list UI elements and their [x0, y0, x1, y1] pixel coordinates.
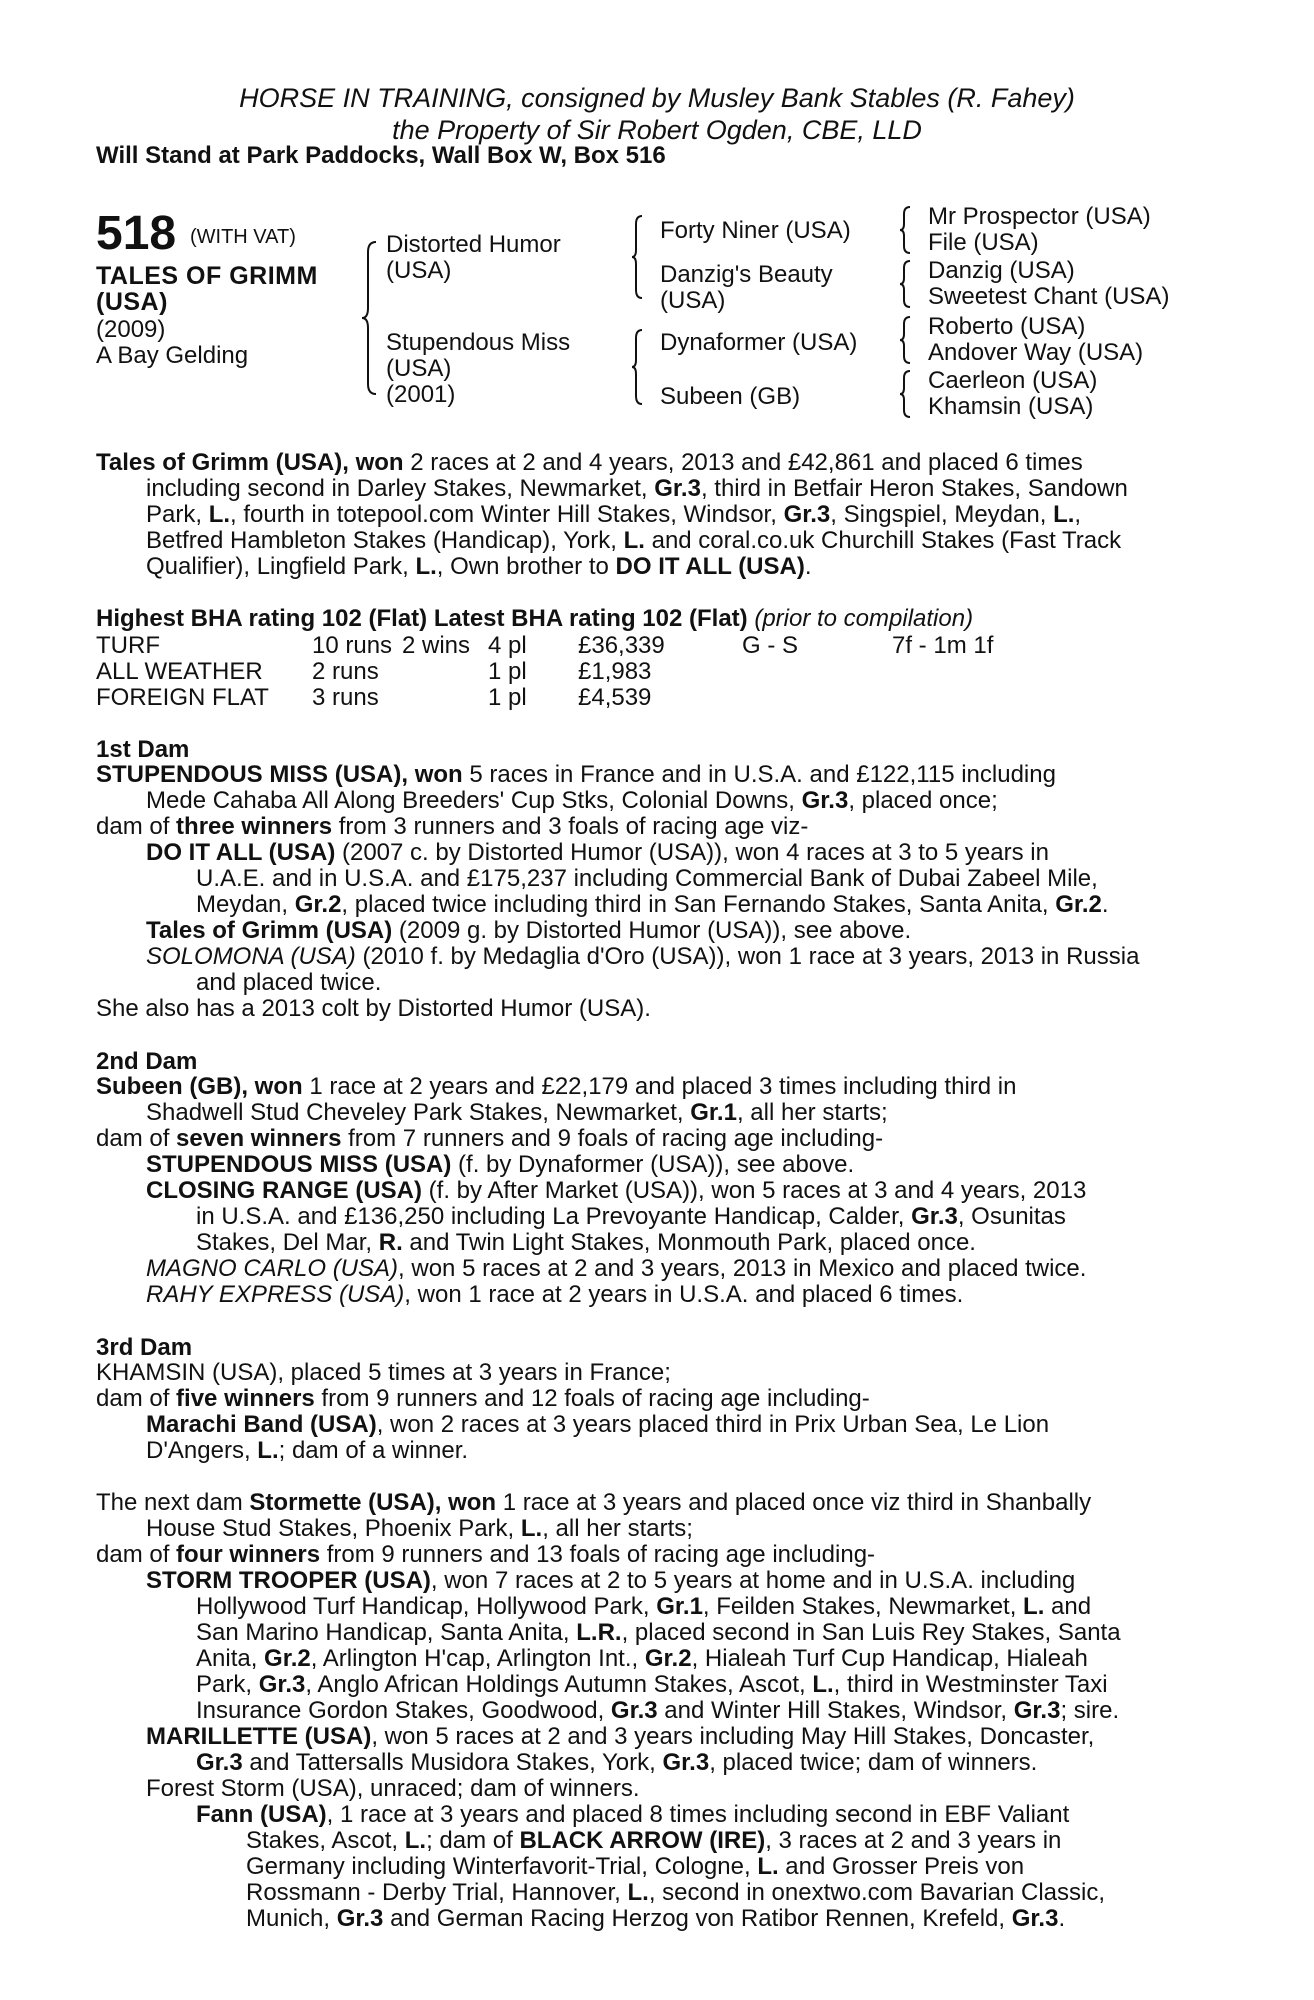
dam-sire: Dynaformer (USA) — [660, 329, 858, 356]
stand-location: Will Stand at Park Paddocks, Wall Box W, Box 516 — [96, 142, 666, 169]
dam1-line: Mede Cahaba All Along Breeders' Cup Stks, Colonial Downs, Gr.3, placed once; — [146, 787, 998, 814]
ped-ssd: File (USA) — [928, 229, 1039, 256]
pedigree-bracket-dd — [898, 368, 914, 420]
dam1-line: STUPENDOUS MISS (USA), won 5 races in France and in U.S.A. and £122,115 including — [96, 761, 1056, 788]
ped-dds: Caerleon (USA) — [928, 367, 1098, 394]
sire-sire: Forty Niner (USA) — [660, 217, 851, 244]
dam1-line: Meydan, Gr.2, placed twice including third in San Fernando Stakes, Santa Anita, Gr.2. — [196, 891, 1109, 918]
summary-line-2: including second in Darley Stakes, Newmarket, Gr.3, third in Betfair Heron Stakes, Sandown — [146, 475, 1128, 502]
dam1-line: DO IT ALL (USA) (2007 c. by Distorted Humor (USA)), won 4 races at 3 to 5 years in — [146, 839, 1049, 866]
dam3-line: D'Angers, L.; dam of a winner. — [146, 1437, 469, 1464]
summary-line-1: Tales of Grimm (USA), won 2 races at 2 and 4 years, 2013 and £42,861 and placed 6 times — [96, 449, 1083, 476]
dam-dam: Subeen (GB) — [660, 383, 801, 410]
lot-number: 518 — [96, 207, 177, 260]
foaling-year: (2009) — [96, 316, 166, 343]
next-dam-line: Gr.3 and Tattersalls Musidora Stakes, York, Gr.3, placed twice; dam of winners. — [196, 1749, 1038, 1776]
dam3-line: dam of five winners from 9 runners and 12 foals of racing age including- — [96, 1385, 870, 1412]
first-dam-heading: 1st Dam — [96, 736, 190, 763]
ped-dsd: Andover Way (USA) — [928, 339, 1144, 366]
pedigree-bracket-ds — [898, 314, 914, 366]
next-dam-line: STORM TROOPER (USA), won 7 races at 2 to 5 years at home and in U.S.A. including — [146, 1567, 1076, 1594]
next-dam-line: Rossmann - Derby Trial, Hannover, L., second in onextwo.com Bavarian Classic, — [246, 1879, 1106, 1906]
next-dam-line: Stakes, Ascot, L.; dam of BLACK ARROW (IRE), 3 races at 2 and 3 years in — [246, 1827, 1062, 1854]
dam2-line: CLOSING RANGE (USA) (f. by After Market (USA)), won 5 races at 3 and 4 years, 2013 — [146, 1177, 1087, 1204]
dam3-line: KHAMSIN (USA), placed 5 times at 3 years in France; — [96, 1359, 671, 1386]
next-dam-line: Hollywood Turf Handicap, Hollywood Park, Gr.1, Feilden Stakes, Newmarket, L. and — [196, 1593, 1092, 1620]
dam1-line: She also has a 2013 colt by Distorted Humor (USA). — [96, 995, 651, 1022]
sire-dam: Danzig's Beauty (USA) — [660, 261, 833, 314]
next-dam-line: Munich, Gr.3 and German Racing Herzog von Ratibor Rennen, Krefeld, Gr.3. — [246, 1905, 1066, 1932]
dam1-line: U.A.E. and in U.S.A. and £175,237 including Commercial Bank of Dubai Zabeel Mile, — [196, 865, 1098, 892]
dam2-line: Stakes, Del Mar, R. and Twin Light Stakes, Monmouth Park, placed once. — [196, 1229, 976, 1256]
next-dam-line: dam of four winners from 9 runners and 13 foals of racing age including- — [96, 1541, 876, 1568]
dam1-line: dam of three winners from 3 runners and 3 foals of racing age viz- — [96, 813, 809, 840]
ped-dss: Roberto (USA) — [928, 313, 1086, 340]
dam1-line: Tales of Grimm (USA) (2009 g. by Distorted Humor (USA)), see above. — [146, 917, 912, 944]
ped-sds: Danzig (USA) — [928, 257, 1075, 284]
pedigree-bracket-dam — [630, 326, 646, 408]
next-dam-line: San Marino Handicap, Santa Anita, L.R., placed second in San Luis Rey Stakes, Santa — [196, 1619, 1121, 1646]
second-dam-heading: 2nd Dam — [96, 1048, 198, 1075]
horse-description: A Bay Gelding — [96, 342, 249, 369]
pedigree-bracket-ss — [898, 204, 914, 256]
vat-note: (WITH VAT) — [190, 226, 296, 248]
summary-line-5: Qualifier), Lingfield Park, L., Own brother to DO IT ALL (USA). — [146, 553, 812, 580]
horse-country: (USA) — [96, 288, 168, 316]
pedigree-bracket-main — [360, 238, 380, 398]
next-dam-line: Park, Gr.3, Anglo African Holdings Autumn Stakes, Ascot, L., third in Westminster Taxi — [196, 1671, 1108, 1698]
ped-sss: Mr Prospector (USA) — [928, 203, 1151, 230]
next-dam-line: MARILLETTE (USA), won 5 races at 2 and 3 years including May Hill Stakes, Doncaster, — [146, 1723, 1095, 1750]
next-dam-line: Germany including Winterfavorit-Trial, Cologne, L. and Grosser Preis von — [246, 1853, 1025, 1880]
dam-name: Stupendous Miss (USA) (2001) — [386, 329, 571, 408]
dam1-line: SOLOMONA (USA) (2010 f. by Medaglia d'Oro (USA)), won 1 race at 3 years, 2013 in Russia — [146, 943, 1140, 970]
next-dam-line: Forest Storm (USA), unraced; dam of winners. — [146, 1775, 640, 1802]
bha-rating: Highest BHA rating 102 (Flat) Latest BHA rating 102 (Flat) (prior to compilation) — [96, 605, 974, 632]
next-dam-line: The next dam Stormette (USA), won 1 race at 3 years and placed once viz third in Shanbally — [96, 1489, 1092, 1516]
dam3-line: Marachi Band (USA), won 2 races at 3 years placed third in Prix Urban Sea, Le Lion — [146, 1411, 1050, 1438]
ped-sdd: Sweetest Chant (USA) — [928, 283, 1170, 310]
dam2-line: RAHY EXPRESS (USA), won 1 race at 2 years in U.S.A. and placed 6 times. — [146, 1281, 964, 1308]
next-dam-line: House Stud Stakes, Phoenix Park, L., all her starts; — [146, 1515, 693, 1542]
property-line: the Property of Sir Robert Ogden, CBE, LLD — [392, 115, 922, 145]
dam2-line: Subeen (GB), won 1 race at 2 years and £22,179 and placed 3 times including third in — [96, 1073, 1017, 1100]
next-dam-line: Anita, Gr.2, Arlington H'cap, Arlington Int., Gr.2, Hialeah Turf Cup Handicap, Hialeah — [196, 1645, 1088, 1672]
horse-name: TALES OF GRIMM — [96, 262, 318, 290]
next-dam-line: Insurance Gordon Stakes, Goodwood, Gr.3 and Winter Hill Stakes, Windsor, Gr.3; sire. — [196, 1697, 1120, 1724]
dam2-line: in U.S.A. and £136,250 including La Prevoyante Handicap, Calder, Gr.3, Osunitas — [196, 1203, 1066, 1230]
summary-line-3: Park, L., fourth in totepool.com Winter Hill Stakes, Windsor, Gr.3, Singspiel, Meydan, L., — [146, 501, 1082, 528]
pedigree-bracket-sire — [630, 212, 646, 302]
pedigree-bracket-sd — [898, 258, 914, 310]
consignment-line: HORSE IN TRAINING, consigned by Musley Bank Stables (R. Fahey) — [239, 83, 1075, 113]
catalogue-page: HORSE IN TRAINING, consigned by Musley Bank Stables (R. Fahey) the Property of Sir Robert Ogden, CBE, LLD Will Stand at Park Paddocks, Wall Box W, Box 516 518 (WITH VAT) TALES OF GRIMM (USA) (2009) A Bay Gelding Distorted Humor (USA) Stupendous Miss (USA) (2001) Forty Niner (USA) Danzig's Beauty (USA) Dynaformer (USA) Subeen (GB) Mr Prospector (USA) File (USA) Danzig (USA) Sweetest Chant (USA) Roberto (USA) Andover Way (USA) Caerleon (USA) Khamsin (USA) Tales of Grimm (USA), won 2 races at 2 and 4 years, 2013 and £42,861 and placed 6 times including second in Darley Stakes, Newmarket, Gr.3, third in Betfair Heron Stakes, Sandown Park, L., fourth in totepool.com Winter Hill Stakes, Windsor, Gr.3, Singspiel, Meydan, L., Betfred Hambleton Stakes (Handicap), York, L. and coral.co.uk Churchill Stakes (Fast Track Qualifier), Lingfield Park, L., Own brother to DO IT ALL (USA). Highest BHA rating 102 (Flat) Latest BHA rating 102 (Flat) (prior to compilation) TURF 10 runs 2 wins 4 pl £36,339 G - S 7f - 1m 1f ALL WEATHER 2 runs 1 pl £1,983 FOREIGN FLAT 3 runs 1 pl £4,539 1st Dam STUPENDOUS MISS (USA), won 5 races in France and in U.S.A. and £122,115 including Mede Cahaba All Along Breeders' Cup Stks, Colonial Downs, Gr.3, placed once; dam of three winners from 3 runners and 3 foals of racing age viz- DO IT ALL (USA) (2007 c. by Distorted Humor (USA)), won 4 races at 3 to 5 years in U.A.E. and in U.S.A. and £175,237 including Commercial Bank of Dubai Zabeel Mile, Meydan, Gr.2, placed twice including third in San Fernando Stakes, Santa Anita, Gr.2. Tales of Grimm (USA) (2009 g. by Distorted Humor (USA)), see above. SOLOMONA (USA) (2010 f. by Medaglia d'Oro (USA)), won 1 race at 3 years, 2013 in Russia and placed twice. She also has a 2013 colt by Distorted Humor (USA). 2nd Dam Subeen (GB), won 1 race at 2 years and £22,179 and placed 3 times including third in Shadwell Stud Cheveley Park Stakes, Newmarket, Gr.1, all her starts; dam of seven winners from 7 runners and 9 foals of racing age including- STUPENDOUS MISS (USA) (f. by Dynaformer (USA)), see above. CLOSING RANGE (USA) (f. by After Market (USA)), won 5 races at 3 and 4 years, 2013 in U.S.A. and £136,250 including La Prevoyante Handicap, Calder, Gr.3, Osunitas Stakes, Del Mar, R. and Twin Light Stakes, Monmouth Park, placed once. MAGNO CARLO (USA), won 5 races at 2 and 3 years, 2013 in Mexico and placed twice. RAHY EXPRESS (USA), won 1 race at 2 years in U.S.A. and placed 6 times. 3rd Dam KHAMSIN (USA), placed 5 times at 3 years in France; dam of five winners from 9 runners and 12 foals of racing age including- Marachi Band (USA), won 2 races at 3 years placed third in Prix Urban Sea, Le Lion D'Angers, L.; dam of a winner. The next dam Stormette (USA), won 1 race at 3 years and placed once viz third in Shanbally House Stud Stakes, Phoenix Park, L., all her starts; dam of four winners from 9 runners and 13 foals of racing age including- STORM TROOPER (USA), won 7 races at 2 to 5 years at home and in U.S.A. including Hollywood Turf Handicap, Hollywood Park, Gr.1, Feilden Stakes, Newmarket, L. and San Marino Handicap, Santa Anita, L.R., placed second in San Luis Rey Stakes, Santa Anita, Gr.2, Arlington H'cap, Arlington Int., Gr.2, Hialeah Turf Cup Handicap, Hialeah Park, Gr.3, Anglo African Holdings Autumn Stakes, Ascot, L., third in Westminster Taxi Insurance Gordon Stakes, Goodwood, Gr.3 and Winter Hill Stakes, Windsor, Gr.3; sire. MARILLETTE (USA), won 5 races at 2 and 3 years including May Hill Stakes, Doncaster, Gr.3 and Tattersalls Musidora Stakes, York, Gr.3, placed twice; dam of winners. Forest Storm (USA), unraced; dam of winners. Fann (USA), 1 race at 3 years and placed 8 times including second in EBF Valiant Stakes, Ascot, L.; dam of BLACK ARROW (IRE), 3 races at 2 and 3 years in Germany including Winterfavorit-Trial, Cologne, L. and Grosser Preis von Rossmann - Derby Trial, Hannover, L., second in onextwo.com Bavarian Classic, Munich, Gr.3 and German Racing Herzog von Ratibor Rennen, Krefeld, Gr.3. — [0, 0, 1314, 2000]
dam2-line: STUPENDOUS MISS (USA) (f. by Dynaformer (USA)), see above. — [146, 1151, 855, 1178]
dam1-line: and placed twice. — [196, 969, 382, 996]
sire-name: Distorted Humor (USA) — [386, 231, 561, 284]
next-dam-line: Fann (USA), 1 race at 3 years and placed 8 times including second in EBF Valiant — [196, 1801, 1070, 1828]
ped-ddd: Khamsin (USA) — [928, 393, 1094, 420]
dam2-line: Shadwell Stud Cheveley Park Stakes, Newmarket, Gr.1, all her starts; — [146, 1099, 888, 1126]
summary-line-4: Betfred Hambleton Stakes (Handicap), York, L. and coral.co.uk Churchill Stakes (Fast Track — [146, 527, 1122, 554]
third-dam-heading: 3rd Dam — [96, 1334, 193, 1361]
dam2-line: MAGNO CARLO (USA), won 5 races at 2 and 3 years, 2013 in Mexico and placed twice. — [146, 1255, 1087, 1282]
dam2-line: dam of seven winners from 7 runners and 9 foals of racing age including- — [96, 1125, 884, 1152]
